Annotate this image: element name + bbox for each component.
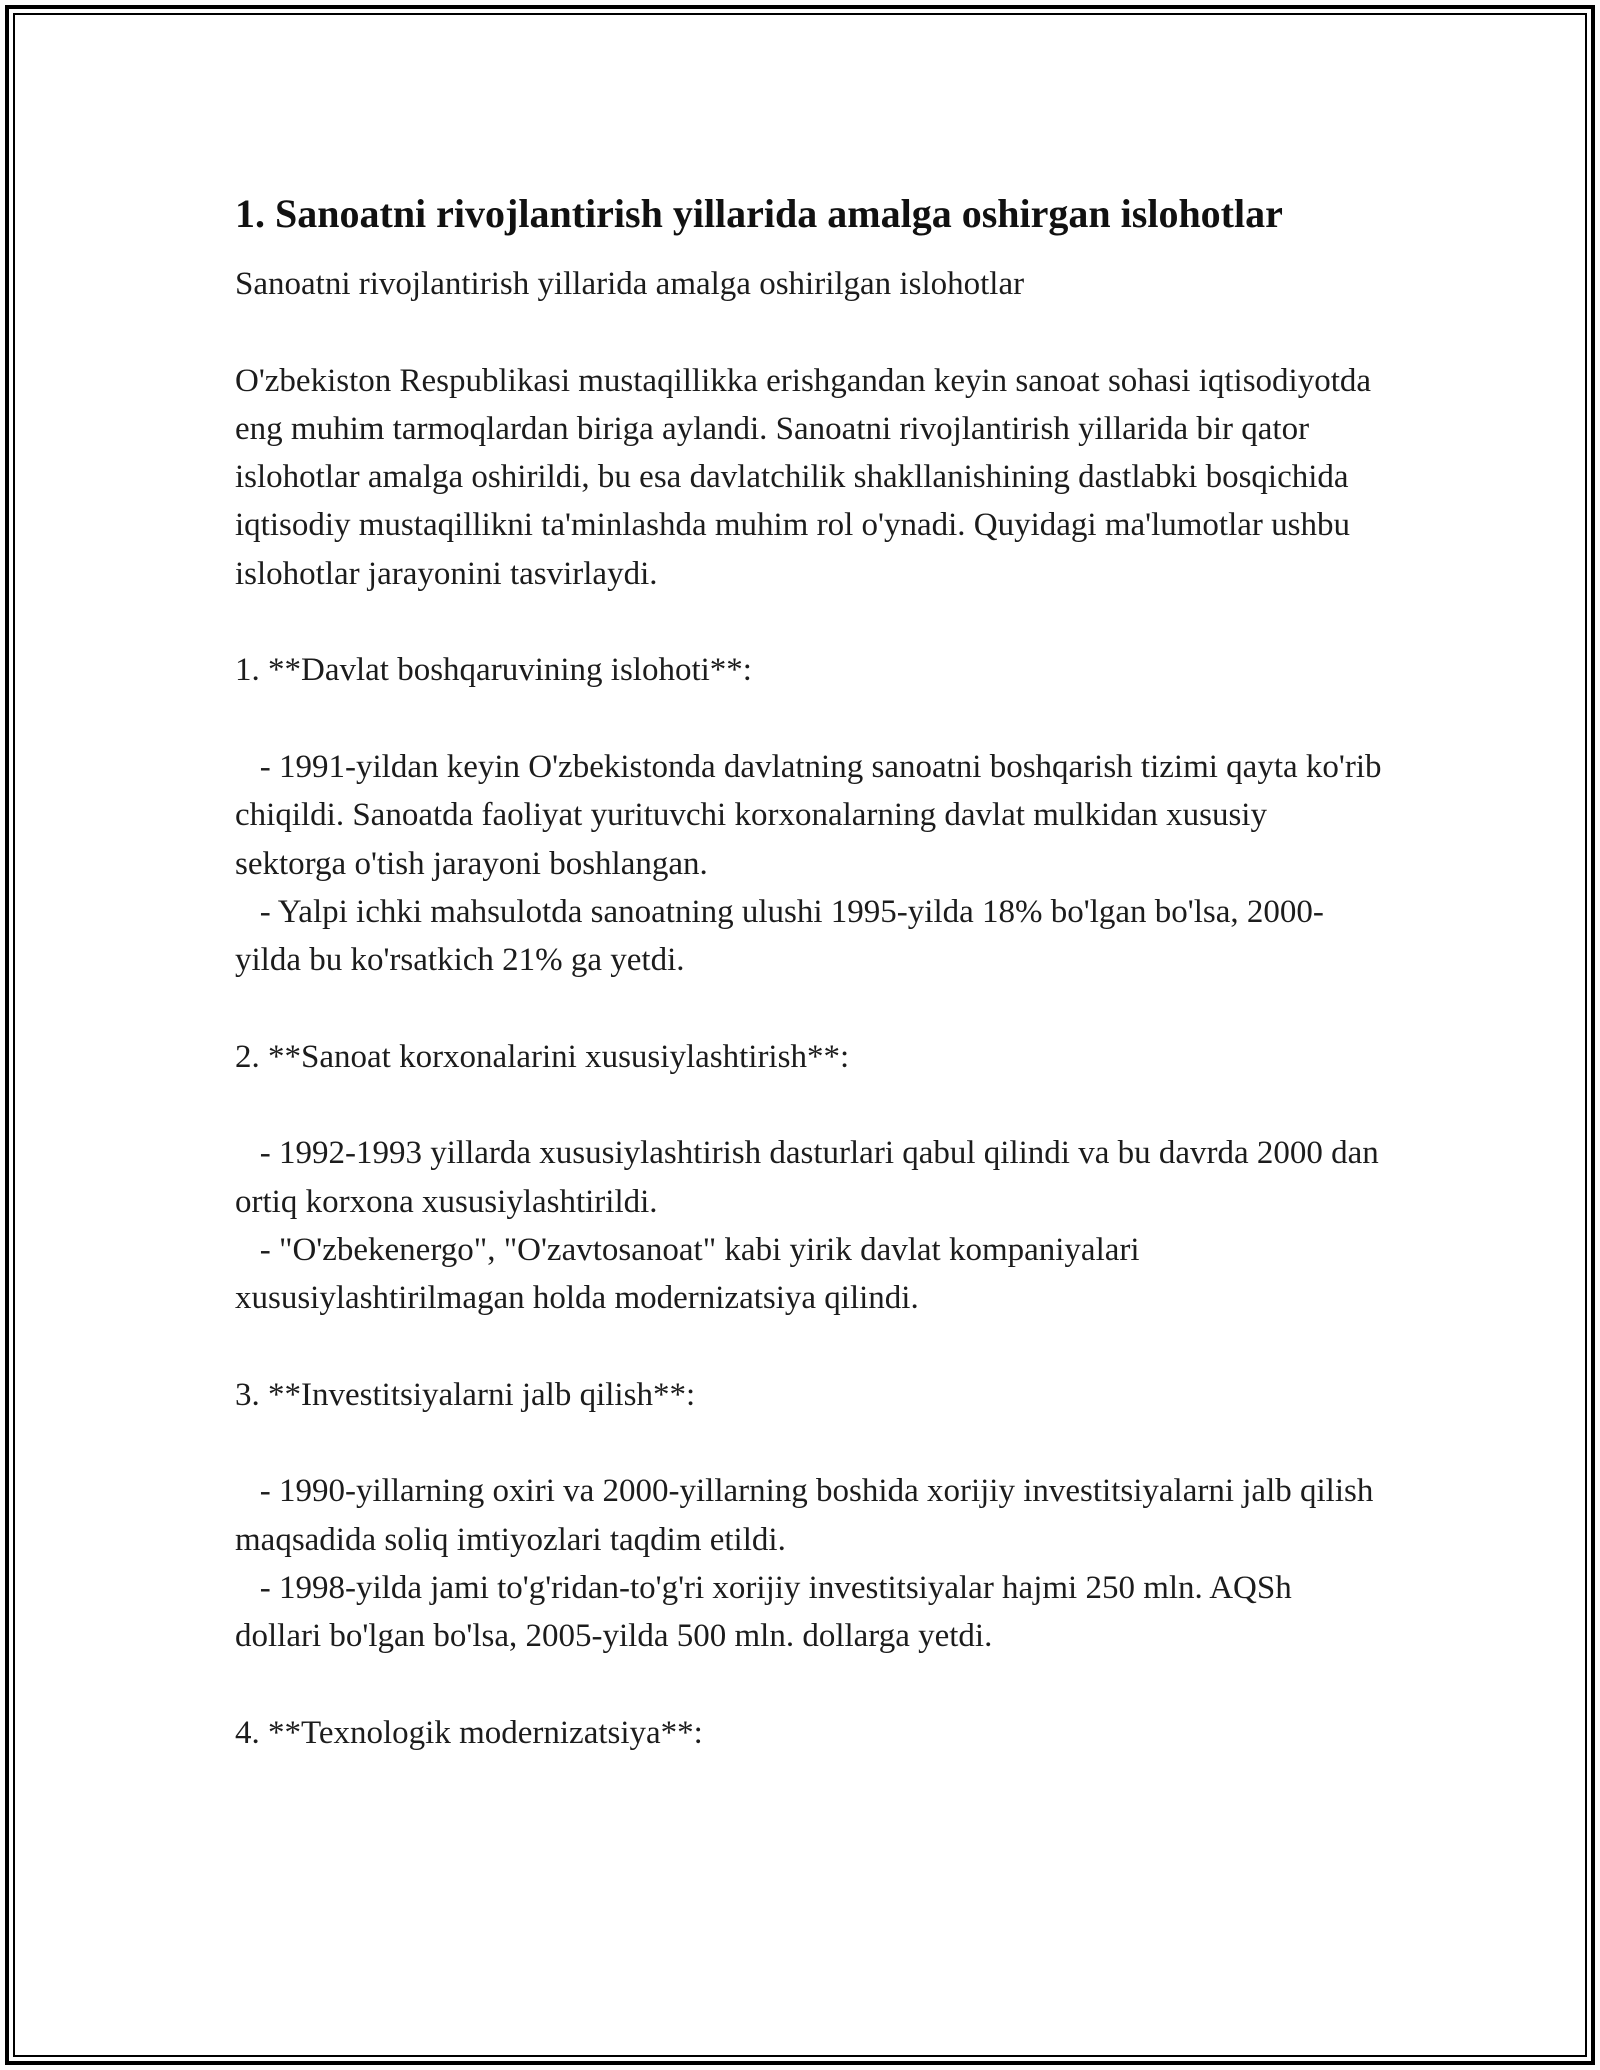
list-subitem: - Yalpi ichki mahsulotda sanoatning ulushi 1995-yilda 18% bo'lgan bo'lsa, 2000-yilda bu ko'rsatkich 21% ga yetdi. [235,893,1324,979]
document-body [235,188,1390,1757]
blank-line [235,984,1385,1032]
blank-line [235,1419,1385,1467]
blank-line [235,1323,1385,1371]
blank-line [235,1661,1385,1709]
paragraph-subtitle: Sanoatni rivojlantirish yillarida amalga oshirilgan islohotlar [235,266,1025,302]
blank-line [235,598,1385,646]
list-subitem: - 1998-yilda jami to'g'ridan-to'g'ri xorijiy investitsiyalar hajmi 250 mln. AQSh dollari bo'lgan bo'lsa, 2005-yilda 500 mln. dollarga yetdi. [235,1570,1300,1655]
list-item-heading: 4. **Texnologik modernizatsiya**: [235,1714,703,1751]
blank-line [235,1081,1385,1129]
list-item-heading: 2. **Sanoat korxonalarini xususiylashtirish**: [235,1038,850,1075]
paragraph-intro: O'zbekiston Respublikasi mustaqillikka erishgandan keyin sanoat sohasi iqtisodiyotda eng muhim tarmoqlardan biriga aylandi. Sanoatni rivojlantirish yillarida bir qator islohotlar amalga oshirildi, bu esa davlatchilik shakllanishining dastlabki bosqichida iqtisodiy mustaqillikni ta'minlashda muhim rol o'ynadi. Quyidagi ma'lumotlar ushbu islohotlar jarayonini tasvirlaydi. [235,362,1380,592]
document-title: 1. Sanoatni rivojlantirish yillarida amalga oshirgan islohotlar [235,191,1283,236]
list-item-heading: 3. **Investitsiyalarni jalb qilish**: [235,1376,696,1413]
list-subitem: - "O'zbekenergo", "O'zavtosanoat" kabi yirik davlat kompaniyalari xususiylashtirilmagan holda modernizatsiya qilindi. [235,1231,1148,1317]
list-subitem: - 1992-1993 yillarda xususiylashtirish dasturlari qabul qilindi va bu davrda 2000 dan ortiq korxona xususiylashtirildi. [235,1135,1388,1220]
list-subitem: - 1990-yillarning oxiri va 2000-yillarning boshida xorijiy investitsiyalarni jalb qilish maqsadida soliq imtiyozlari taqdim etildi. [235,1473,1382,1558]
blank-line [235,308,1385,356]
list-subitem: - 1991-yildan keyin O'zbekistonda davlatning sanoatni boshqarish tizimi qayta ko'rib chiqildi. Sanoatda faoliyat yurituvchi korxonalarning davlat mulkidan xususiy sektorga o'tish jarayoni boshlangan. [235,748,1390,882]
list-item-heading: 1. **Davlat boshqaruvining islohoti**: [235,652,752,689]
blank-line [235,695,1385,743]
